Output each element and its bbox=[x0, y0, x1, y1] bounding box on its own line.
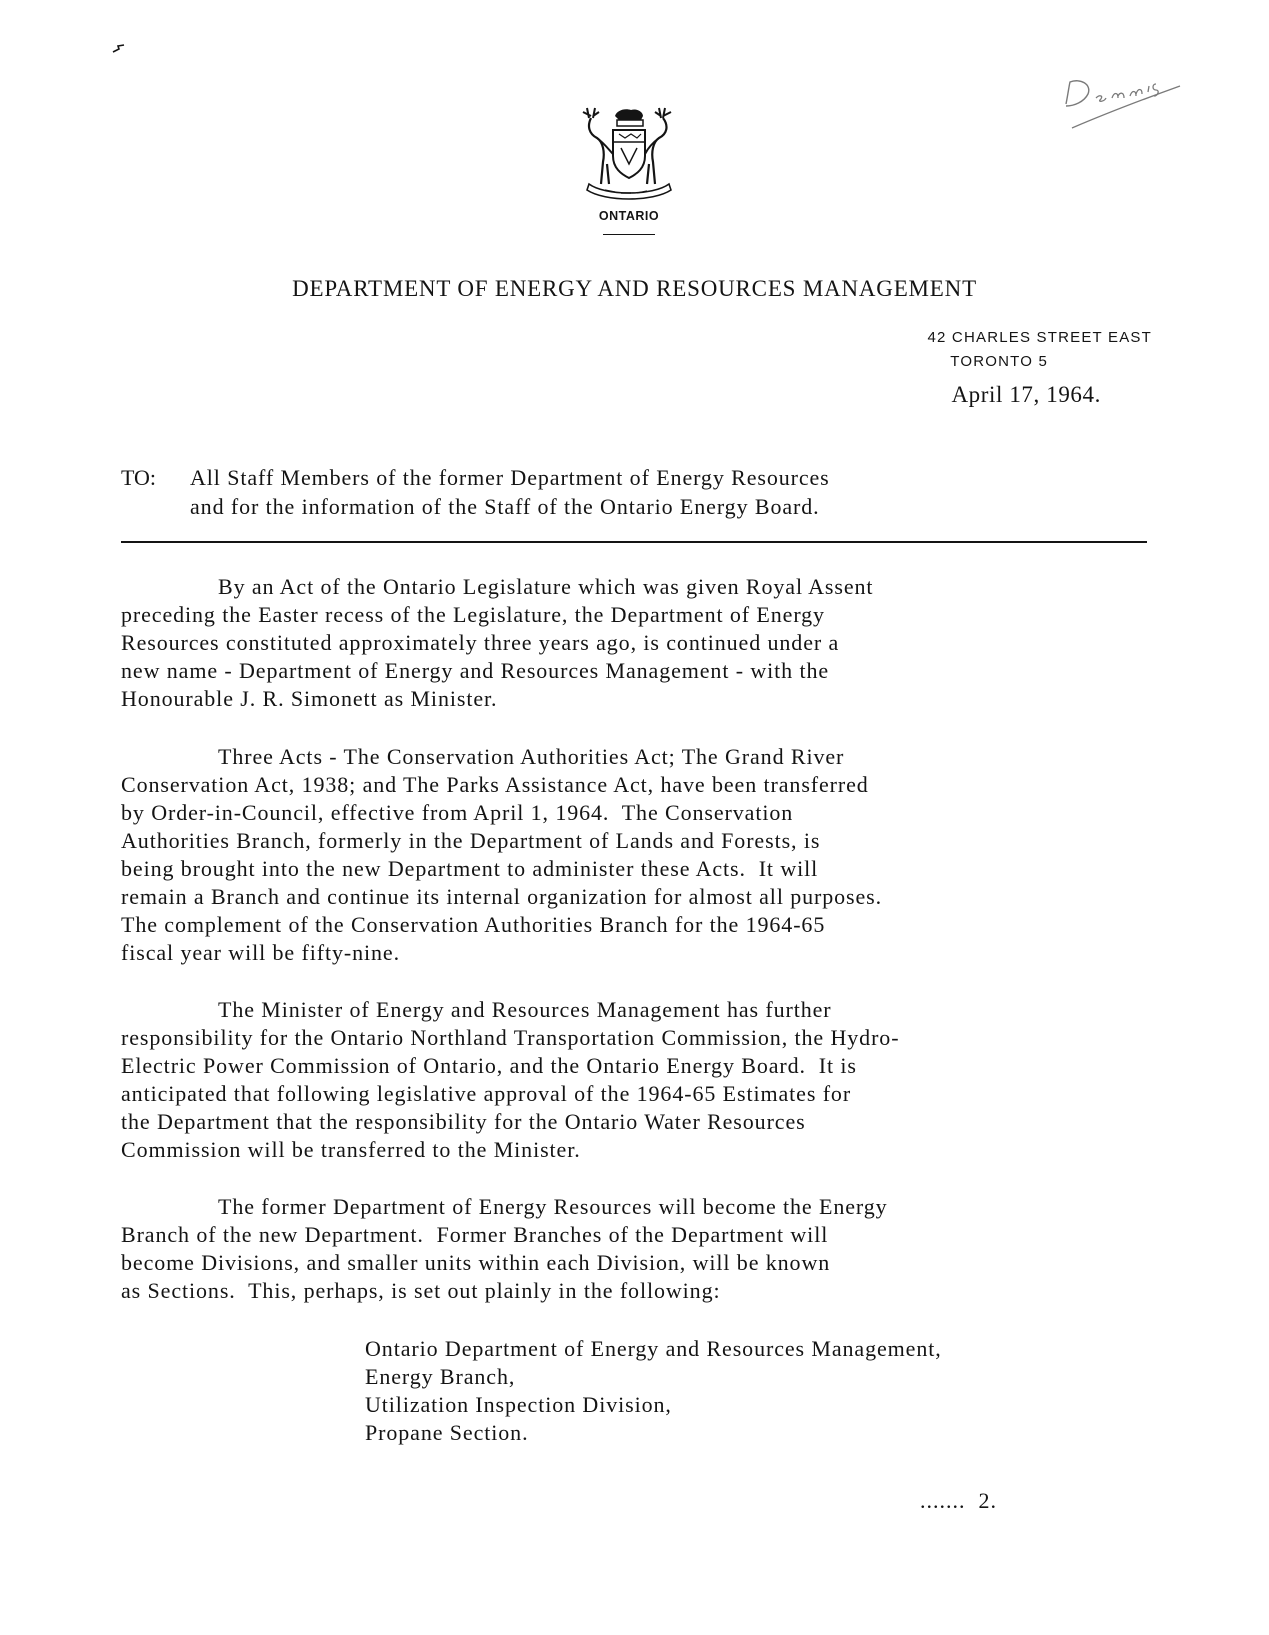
addressee-label: TO: bbox=[121, 465, 157, 490]
paragraph-4-line: become Divisions, and smaller units within each Division, will be known bbox=[121, 1250, 831, 1275]
paragraph-1-line: new name - Department of Energy and Resources Management - with the bbox=[121, 658, 830, 683]
address-city: TORONTO 5 bbox=[950, 353, 1048, 370]
paragraph-2-line: Three Acts - The Conservation Authorities Act; The Grand River bbox=[218, 744, 845, 769]
letter-date: April 17, 1964. bbox=[951, 382, 1101, 407]
paragraph-1-line: Honourable J. R. Simonett as Minister. bbox=[121, 686, 498, 711]
paragraph-2-line: remain a Branch and continue its internal organization for almost all purposes. bbox=[121, 884, 883, 909]
paragraph-2-line: The complement of the Conservation Authorities Branch for the 1964-65 bbox=[121, 912, 826, 937]
hierarchy-item: Propane Section. bbox=[365, 1420, 529, 1445]
hierarchy-item: Energy Branch, bbox=[365, 1364, 516, 1389]
page-continuation: ....... 2. bbox=[920, 1488, 997, 1513]
handwritten-initials bbox=[1060, 72, 1195, 132]
header-separator bbox=[121, 541, 1147, 543]
paragraph-1-line: preceding the Easter recess of the Legislature, the Department of Energy bbox=[121, 602, 825, 627]
paragraph-3-line: Commission will be transferred to the Minister. bbox=[121, 1137, 581, 1162]
address-street: 42 CHARLES STREET EAST bbox=[927, 329, 1152, 346]
paragraph-1-line: By an Act of the Ontario Legislature which was given Royal Assent bbox=[218, 574, 874, 599]
hierarchy-item: Ontario Department of Energy and Resources Management, bbox=[365, 1336, 942, 1361]
ontario-coat-of-arms-icon bbox=[575, 104, 683, 202]
paragraph-2-line: Authorities Branch, formerly in the Department of Lands and Forests, is bbox=[121, 828, 821, 853]
crest-divider bbox=[603, 234, 655, 235]
paragraph-3-line: The Minister of Energy and Resources Management has further bbox=[218, 997, 832, 1022]
department-title: DEPARTMENT OF ENERGY AND RESOURCES MANAGEMENT bbox=[292, 276, 977, 301]
paragraph-1-line: Resources constituted approximately three years ago, is continued under a bbox=[121, 630, 840, 655]
paragraph-4-line: Branch of the new Department. Former Branches of the Department will bbox=[121, 1222, 829, 1247]
paragraph-2-line: Conservation Act, 1938; and The Parks Assistance Act, have been transferred bbox=[121, 772, 869, 797]
paragraph-2-line: being brought into the new Department to administer these Acts. It will bbox=[121, 856, 819, 881]
paragraph-4-line: as Sections. This, perhaps, is set out plainly in the following: bbox=[121, 1278, 721, 1303]
addressee-line: and for the information of the Staff of the Ontario Energy Board. bbox=[190, 494, 820, 519]
province-name: ONTARIO bbox=[598, 209, 660, 223]
paragraph-3-line: responsibility for the Ontario Northland Transportation Commission, the Hydro- bbox=[121, 1025, 900, 1050]
stray-mark-icon bbox=[112, 44, 126, 54]
paragraph-3-line: the Department that the responsibility for the Ontario Water Resources bbox=[121, 1109, 806, 1134]
paragraph-3-line: Electric Power Commission of Ontario, and the Ontario Energy Board. It is bbox=[121, 1053, 857, 1078]
paragraph-2-line: fiscal year will be fifty-nine. bbox=[121, 940, 400, 965]
addressee-line: All Staff Members of the former Department of Energy Resources bbox=[190, 465, 830, 490]
hierarchy-item: Utilization Inspection Division, bbox=[365, 1392, 672, 1417]
paragraph-3-line: anticipated that following legislative approval of the 1964-65 Estimates for bbox=[121, 1081, 852, 1106]
paragraph-2-line: by Order-in-Council, effective from April 1, 1964. The Conservation bbox=[121, 800, 794, 825]
paragraph-4-line: The former Department of Energy Resources will become the Energy bbox=[218, 1194, 888, 1219]
